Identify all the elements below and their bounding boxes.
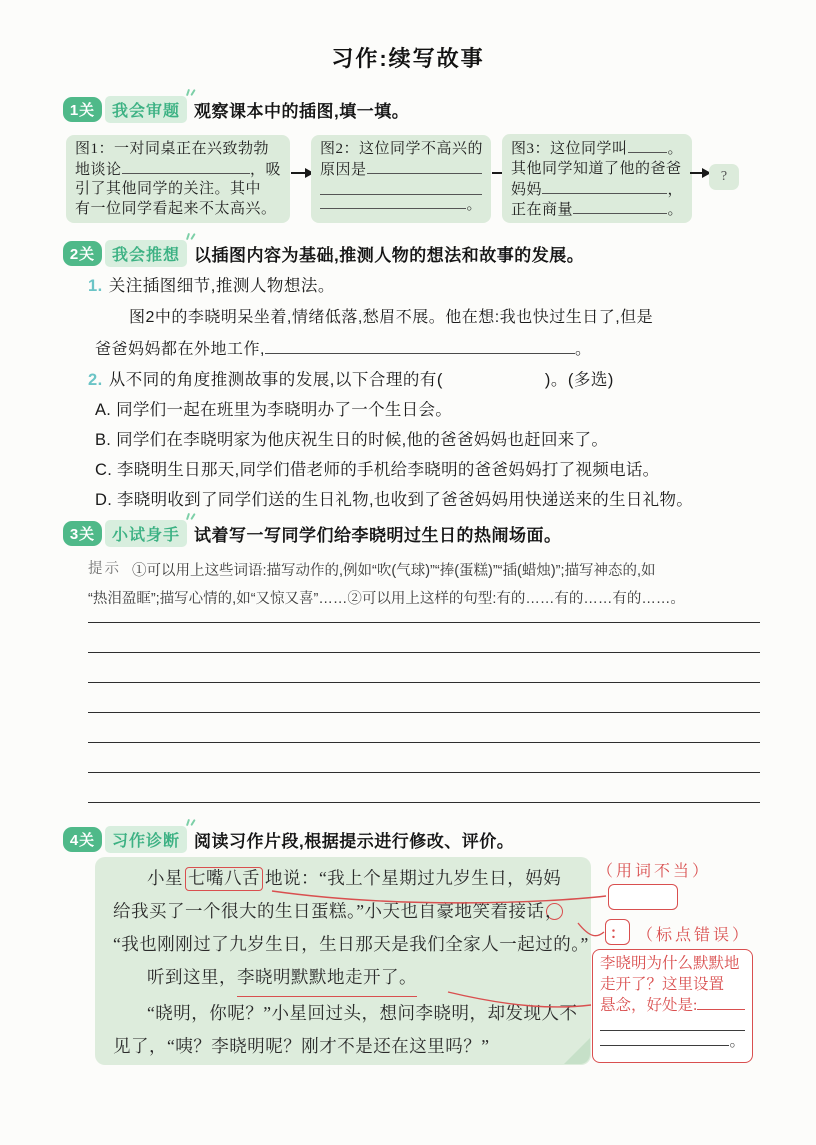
text-line: [88, 557, 766, 585]
section4-label-wrap: [105, 826, 187, 853]
section2-header: [63, 240, 584, 267]
text-line: [113, 961, 573, 997]
text-line: [113, 997, 578, 1030]
text-segment: 其他同学知道了他的爸爸: [511, 160, 682, 177]
text-line: [511, 200, 683, 221]
text-segment: 爸爸妈妈都在外地工作,: [95, 341, 265, 358]
text-line: [320, 140, 482, 160]
section3-label-wrap: [105, 520, 187, 547]
section1-label-wrap: [105, 96, 187, 123]
question-1-paragraph: [95, 302, 757, 366]
option-d: D. 李晓明收到了同学们送的生日礼物,也收到了爸爸妈妈用快递送来的生日礼物。: [95, 491, 694, 509]
text-line: [113, 862, 573, 895]
text-line: [75, 200, 281, 220]
flow-box-3: [502, 134, 692, 223]
question-2: [88, 366, 614, 390]
blank-line: [320, 195, 466, 209]
writing-line: [88, 652, 760, 653]
text-line: [88, 585, 766, 613]
option-b: B. 同学们在李晓明家为他庆祝生日的时候,他的爸爸妈妈也赶回来了。: [95, 431, 609, 449]
text-segment: “我也刚刚过了九岁生日，生日那天是我们全家人一起过的。”: [113, 934, 589, 954]
text-line: [511, 139, 683, 160]
section2-label-wrap: [105, 240, 187, 267]
text-line: [600, 975, 745, 996]
text-line: [600, 954, 745, 975]
blank-line: [600, 1031, 729, 1046]
text-line: [113, 928, 589, 961]
text-segment: 见了，“咦？李晓明呢？刚才不是还在这里吗？”: [113, 1036, 490, 1056]
text-line: [320, 160, 482, 181]
question-1: [88, 272, 335, 296]
text-segment: 引了其他同学的关注。其中: [75, 181, 262, 198]
blank-line: [600, 1016, 745, 1031]
question-2-number: 2.: [88, 371, 103, 389]
text-line: [320, 180, 482, 194]
text-segment: 图2中的李晓明呆坐着,情绪低落,愁眉不展。他在想:我也快过生日了,但是: [129, 309, 654, 326]
text-segment: 有一位同学看起来不太高兴。: [75, 200, 277, 217]
option-c: C. 李晓明生日那天,同学们借老师的手机给李晓明的爸爸妈妈打了视频电话。: [95, 461, 660, 479]
indent-spacer: [95, 321, 129, 322]
section3-label: 小试身手: [105, 520, 187, 547]
question-1-text: 关注插图细节,推测人物想法。: [108, 277, 335, 295]
writing-line: [88, 622, 760, 623]
suspense-comment-box: [592, 949, 753, 1063]
indent-spacer: [88, 574, 132, 575]
blank-line: [320, 180, 482, 194]
flow-box-1: [66, 135, 290, 223]
blank-line: [573, 200, 667, 214]
indent-spacer: [113, 982, 147, 983]
text-line: [320, 195, 482, 216]
text-segment: 地说：“我上个星期过九岁生日，妈妈: [265, 868, 562, 888]
writing-line: [88, 682, 760, 683]
text-line: [113, 1030, 573, 1063]
text-segment: 。: [667, 141, 683, 158]
error-boxed-text: 七嘴八舌: [185, 867, 263, 891]
error-circled-punct: ，: [545, 901, 564, 921]
text-segment: 听到这里，: [147, 967, 237, 987]
sparkle-icon: [185, 233, 195, 242]
passage-lines: [113, 862, 589, 1063]
question-mark-box: ?: [709, 164, 739, 190]
text-segment: 正在商量: [511, 202, 574, 219]
annotation-word-misuse: （用词不当）: [597, 863, 712, 880]
text-line: [600, 1031, 745, 1052]
text-segment: 原因是: [320, 161, 367, 178]
section4-header: [63, 826, 514, 853]
text-line: [511, 160, 683, 180]
text-segment: 图1：一对同桌正在兴致勃勃: [75, 141, 270, 157]
section1-intro: 观察课本中的插图,填一填。: [194, 102, 410, 121]
blank-line: [628, 139, 668, 153]
section4-label: 习作诊断: [105, 826, 187, 853]
blank-line: [122, 160, 250, 174]
section1-badge: 1关: [63, 97, 102, 122]
section3-intro: 试着写一写同学们给李晓明过生日的热闹场面。: [194, 526, 562, 545]
question-1-number: 1.: [88, 277, 103, 295]
text-line: [600, 995, 745, 1016]
text-segment: 给我买了一个很大的生日蛋糕。”小天也自豪地笑着接话: [113, 901, 545, 921]
text-segment: 地谈论: [75, 161, 122, 178]
text-segment: 走开了？这里设置: [600, 975, 725, 993]
section2-label: 我会推想: [105, 240, 187, 267]
text-segment: 小星: [147, 868, 183, 888]
hint-text: [88, 557, 766, 613]
sparkle-icon: [185, 819, 195, 828]
text-segment: 。: [667, 202, 683, 219]
text-segment: 。: [466, 196, 482, 213]
section1-label: 我会审题: [105, 96, 187, 123]
section2-badge: 2关: [63, 241, 102, 266]
hint-label: 提示: [88, 561, 121, 577]
flow-box-2: [311, 135, 491, 223]
section4-intro: 阅读习作片段,根据提示进行修改、评价。: [194, 832, 515, 851]
correction-blank-box: [608, 884, 678, 910]
text-segment: 。: [574, 341, 592, 358]
writing-line: [88, 772, 760, 773]
section1-header: [63, 96, 409, 123]
passage-box: [95, 857, 591, 1065]
page-title: 习作:续写故事: [331, 46, 485, 71]
section3-badge: 3关: [63, 521, 102, 546]
text-segment: “晓明，你呢？”小星回过头，想问李晓明，却发现人不: [147, 1003, 578, 1023]
sparkle-icon: [185, 513, 195, 522]
annotation-punct-error: （标点错误）: [637, 927, 752, 944]
sparkle-icon: [185, 89, 195, 98]
section3-header: [63, 520, 562, 547]
text-segment: ，吸: [249, 161, 281, 178]
text-segment: 图3：这位同学叫: [511, 141, 628, 158]
text-segment: 悬念，好处是:: [600, 996, 698, 1014]
section2-intro: 以插图内容为基础,推测人物的想法和故事的发展。: [194, 246, 585, 265]
text-line: [600, 1016, 745, 1031]
text-line: [113, 895, 573, 928]
text-line: [95, 302, 757, 334]
text-line: [75, 180, 281, 200]
correct-punctuation-box: ：: [605, 919, 630, 945]
section4-badge: 4关: [63, 827, 102, 852]
text-segment: 。: [729, 1032, 745, 1050]
indent-spacer: [113, 883, 147, 884]
writing-line: [88, 712, 760, 713]
blank-line: [367, 160, 482, 174]
text-line: [75, 140, 281, 160]
text-segment: 妈妈: [511, 181, 543, 198]
text-segment: “热泪盈眶”;描写心情的,如“又惊又喜”……②可以用上这样的句型:有的……有的……有的……。: [88, 591, 685, 607]
indent-spacer: [113, 1018, 147, 1019]
text-line: [75, 160, 281, 181]
writing-line: [88, 802, 760, 803]
question-2-text: 从不同的角度推测故事的发展,以下合理的有( )。(多选): [108, 371, 614, 389]
text-segment: ，: [667, 181, 683, 198]
text-line: [95, 334, 757, 366]
blank-line: [265, 339, 575, 354]
text-line: [511, 179, 683, 200]
text-segment: 李晓明为什么默默地: [600, 955, 740, 972]
blank-line: [697, 995, 745, 1010]
option-a: A. 同学们一起在班里为李晓明办了一个生日会。: [95, 401, 453, 419]
blank-line: [542, 179, 667, 193]
text-segment: 图2：这位同学不高兴的: [320, 141, 484, 157]
error-underlined-text: 李晓明默默地走开了。: [237, 961, 417, 997]
text-segment: ①可以用上这些词语:描写动作的,例如“吹(气球)”“捧(蛋糕)”“插(蜡烛)”;描写神态的,如: [132, 563, 656, 579]
writing-line: [88, 742, 760, 743]
